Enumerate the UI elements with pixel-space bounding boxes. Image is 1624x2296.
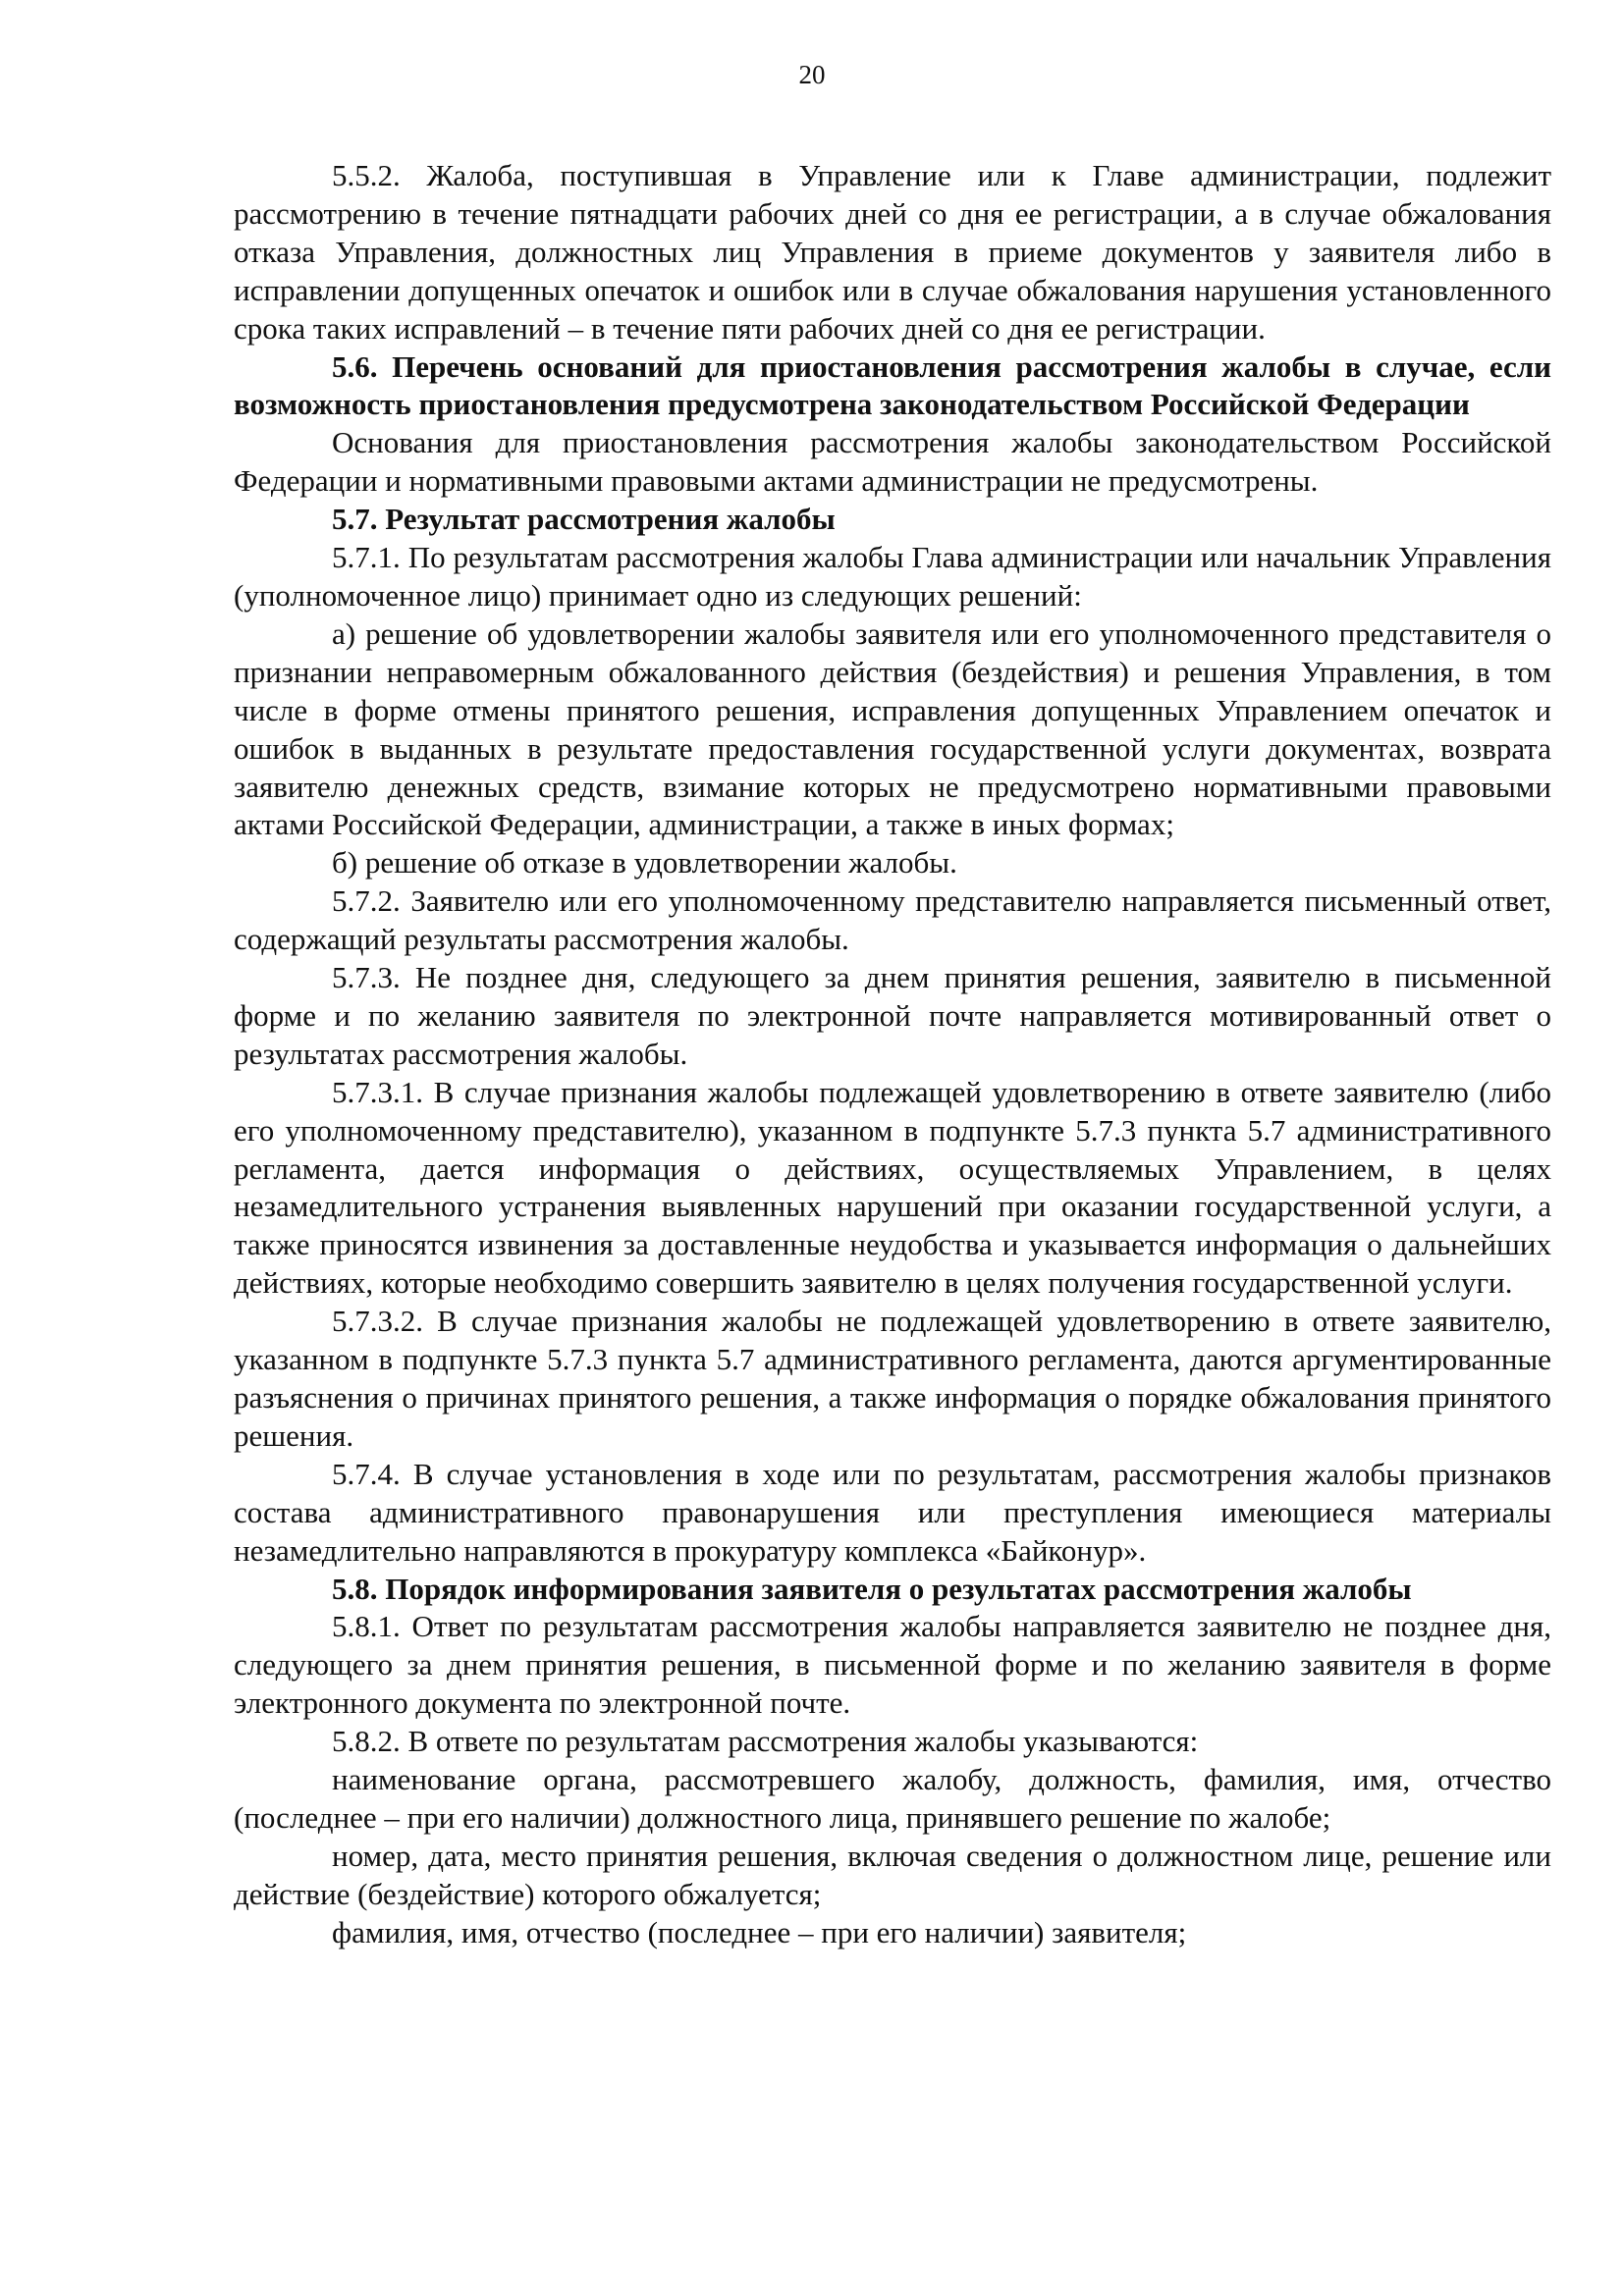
paragraph-5-6-text: Основания для приостановления рассмотрения жалобы законодательством Российской Федерации и нормативными правовыми актами администрации не предусмотрены. [234, 425, 1551, 499]
paragraph-5-8-1: 5.8.1. Ответ по результатам рассмотрения жалобы направляется заявителю не позднее дня, следующего за днем принятия решения, в письменной форме и по желанию заявителя в форме электронного документа по электронной почте. [234, 1609, 1551, 1721]
paragraph-5-7-1: 5.7.1. По результатам рассмотрения жалобы Глава администрации или начальник Управления (уполномоченное лицо) принимает одно из следующих решений: [234, 540, 1551, 613]
heading-5-8: 5.8. Порядок информирования заявителя о результатах рассмотрения жалобы [332, 1571, 1412, 1606]
paragraph-5-8-2-item-2: номер, дата, место принятия решения, включая сведения о должностном лице, решение или действие (бездействие) которого обжалуется; [234, 1838, 1551, 1911]
page-number: 20 [798, 60, 826, 89]
paragraph-5-7-1-a: а) решение об удовлетворении жалобы заявителя или его уполномоченного представителя о признании неправомерным обжалованного действия (бездействия) и решения Управления, в том числе в форме отмены принятого решения, исправления допущенных Управлением опечаток и ошибок в выданных в результате предоставления государственной услуги документах, возврата заявителю денежных средств, взимание которых не предусмотрено нормативными правовыми актами Российской Федерации, администрации, а также в иных формах; [234, 615, 1551, 842]
paragraph-5-8-2-item-3: фамилия, имя, отчество (последнее – при его наличии) заявителя; [332, 1914, 1187, 1949]
paragraph-5-8-2: 5.8.2. В ответе по результатам рассмотрения жалобы указываются: [332, 1724, 1199, 1759]
paragraph-5-7-3-2: 5.7.3.2. В случае признания жалобы не подлежащей удовлетворению в ответе заявителю, указанном в подпункте 5.7.3 пункта 5.7 административного регламента, даются аргументированные разъяснения о причинах принятого решения, а также информация о порядке обжалования принятого решения. [234, 1304, 1551, 1453]
heading-5-6: 5.6. Перечень оснований для приостановления рассмотрения жалобы в случае, если возможность приостановления предусмотрена законодательством Российской Федерации [234, 348, 1551, 422]
paragraph-5-8-2-item-1: наименование органа, рассмотревшего жалобу, должность, фамилия, имя, отчество (последнее – при его наличии) должностного лица, принявшего решение по жалобе; [234, 1762, 1551, 1835]
heading-5-7: 5.7. Результат рассмотрения жалобы [332, 502, 836, 537]
paragraph-5-5-2: 5.5.2. Жалоба, поступившая в Управление или к Главе администрации, подлежит рассмотрению в течение пятнадцати рабочих дней со дня ее регистрации, а в случае обжалования отказа Управления, должностных лиц Управления в приеме документов у заявителя либо в исправлении допущенных опечаток и ошибок или в случае обжалования нарушения установленного срока таких исправлений – в течение пяти рабочих дней со дня ее регистрации. [234, 158, 1551, 346]
paragraph-5-7-2: 5.7.2. Заявителю или его уполномоченному представителю направляется письменный ответ, содержащий результаты рассмотрения жалобы. [234, 883, 1551, 957]
paragraph-5-7-4: 5.7.4. В случае установления в ходе или по результатам, рассмотрения жалобы признаков состава административного правонарушения или преступления имеющиеся материалы незамедлительно направляются в прокуратуру комплекса «Байконур». [234, 1456, 1551, 1568]
paragraph-5-7-3-1: 5.7.3.1. В случае признания жалобы подлежащей удовлетворению в ответе заявителю (либо его уполномоченному представителю), указанном в подпункте 5.7.3 пункта 5.7 административного регламента, дается информация о действиях, осуществляемых Управлением, в целях незамедлительного устранения выявленных нарушений при оказании государственной услуги, а также приносятся извинения за доставленные неудобства и указывается информация о дальнейших действиях, которые необходимо совершить заявителю в целях получения государственной услуги. [234, 1074, 1551, 1301]
paragraph-5-7-3: 5.7.3. Не позднее дня, следующего за днем принятия решения, заявителю в письменной форме и по желанию заявителя по электронной почте направляется мотивированный ответ о результатах рассмотрения жалобы. [234, 960, 1551, 1071]
document-body [234, 157, 1551, 1952]
paragraph-5-7-1-b: б) решение об отказе в удовлетворении жалобы. [332, 845, 957, 881]
